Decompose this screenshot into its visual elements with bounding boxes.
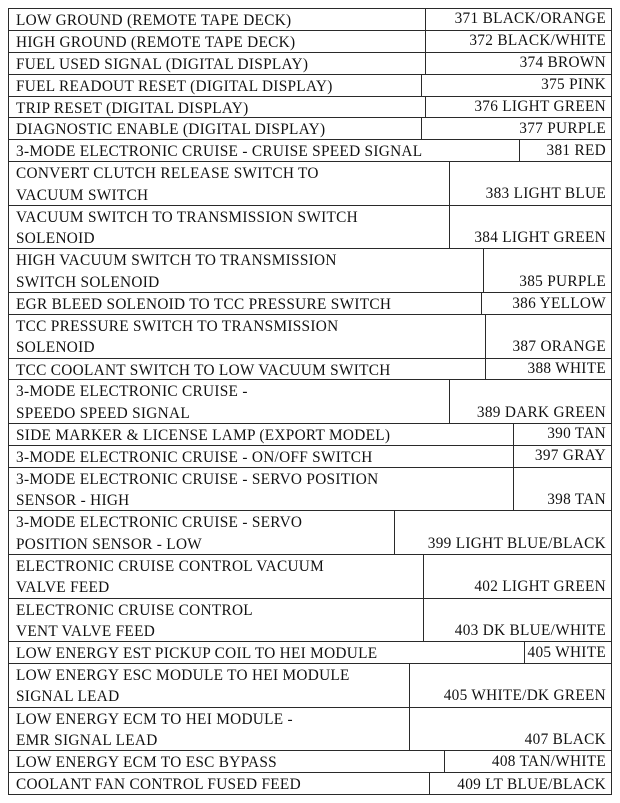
table-row xyxy=(9,468,611,512)
wire-number-color-text: 388 WHITE xyxy=(527,359,606,377)
circuit-description xyxy=(9,424,514,445)
wire-number-color xyxy=(426,97,611,118)
wire-number-color-text: 398 TAN xyxy=(547,490,606,508)
wire-number-color xyxy=(450,380,611,423)
circuit-description-line: LOW GROUND (REMOTE TAPE DECK) xyxy=(16,12,292,29)
circuit-description-line: TCC COOLANT SWITCH TO LOW VACUUM SWITCH xyxy=(16,361,391,379)
table-row xyxy=(9,9,611,31)
circuit-description xyxy=(9,162,450,205)
wire-number-color xyxy=(395,511,611,554)
circuit-description-line: CONVERT CLUTCH RELEASE SWITCH TO xyxy=(16,165,319,183)
circuit-description xyxy=(9,249,484,292)
circuit-description-line: EMR SIGNAL LEAD xyxy=(16,732,158,750)
wire-number-color xyxy=(514,446,611,467)
circuit-description-line: ELECTRONIC CRUISE CONTROL xyxy=(16,601,253,619)
wire-number-color xyxy=(430,773,611,795)
wire-number-color-text: 385 PURPLE xyxy=(519,272,606,290)
circuit-description-line: SOLENOID xyxy=(16,230,95,248)
wire-number-color-text: 409 LT BLUE/BLACK xyxy=(457,775,606,793)
table-row xyxy=(9,708,611,752)
wire-number-color-text: 389 DARK GREEN xyxy=(476,403,606,421)
wire-number-color xyxy=(514,424,611,445)
circuit-description-line: VALVE FEED xyxy=(16,579,110,597)
wire-number-color xyxy=(450,162,611,205)
table-row xyxy=(9,293,611,315)
wire-number-color-text: 405 WHITE/DK GREEN xyxy=(443,687,606,705)
table-row xyxy=(9,380,611,424)
circuit-description-line: ELECTRONIC CRUISE CONTROL VACUUM xyxy=(16,557,325,575)
circuit-description xyxy=(9,75,422,96)
wire-number-color-text: 375 PINK xyxy=(541,76,606,94)
table-row xyxy=(9,97,611,119)
wire-number-color-text: 372 BLACK/WHITE xyxy=(469,32,606,50)
wire-number-color-text: 405 WHITE xyxy=(527,643,606,661)
table-row xyxy=(9,206,611,250)
table-row xyxy=(9,118,611,140)
wire-number-color xyxy=(445,751,611,772)
wire-number-color-text: 376 LIGHT GREEN xyxy=(474,98,606,116)
wire-number-color xyxy=(410,664,611,707)
circuit-description-line: TCC PRESSURE SWITCH TO TRANSMISSION xyxy=(16,317,339,335)
table-row xyxy=(9,599,611,643)
table-row xyxy=(9,642,611,664)
circuit-description xyxy=(9,9,426,30)
circuit-description xyxy=(9,446,514,467)
table-row xyxy=(9,424,611,446)
wire-number-color xyxy=(410,708,611,751)
wire-number-color xyxy=(484,249,611,292)
table-row xyxy=(9,249,611,293)
wire-number-color-text: 384 LIGHT GREEN xyxy=(474,229,606,247)
wire-number-color xyxy=(426,9,611,30)
circuit-description-line: 3-MODE ELECTRONIC CRUISE - xyxy=(16,383,248,401)
wire-number-color xyxy=(482,293,611,314)
wire-number-color xyxy=(525,642,611,663)
circuit-description xyxy=(9,511,395,554)
circuit-description-line: VENT VALVE FEED xyxy=(16,622,156,640)
circuit-description-line: 3-MODE ELECTRONIC CRUISE - SERVO POSITION xyxy=(16,470,379,488)
wire-number-color-text: 403 DK BLUE/WHITE xyxy=(454,621,606,639)
wire-number-color-text: 399 LIGHT BLUE/BLACK xyxy=(427,534,606,552)
circuit-description xyxy=(9,642,525,663)
circuit-description xyxy=(9,751,445,772)
table-row xyxy=(9,446,611,468)
circuit-description-line: POSITION SENSOR - LOW xyxy=(16,535,203,553)
circuit-description-line: SWITCH SOLENOID xyxy=(16,273,160,291)
wire-number-color-text: 383 LIGHT BLUE xyxy=(485,185,606,203)
table-row xyxy=(9,140,611,162)
circuit-description-line: FUEL READOUT RESET (DIGITAL DISPLAY) xyxy=(16,77,333,95)
circuit-description-line: SENSOR - HIGH xyxy=(16,492,130,510)
wire-number-color-text: 402 LIGHT GREEN xyxy=(474,578,606,596)
circuit-description-line: EGR BLEED SOLENOID TO TCC PRESSURE SWITCH xyxy=(16,296,392,314)
wire-number-color xyxy=(486,315,611,358)
circuit-description-line: TRIP RESET (DIGITAL DISPLAY) xyxy=(16,99,249,117)
circuit-description xyxy=(9,31,426,52)
circuit-description xyxy=(9,359,486,380)
wire-number-color-text: 386 YELLOW xyxy=(512,294,606,312)
circuit-description-line: LOW ENERGY EST PICKUP COIL TO HEI MODULE xyxy=(16,645,378,663)
wire-number-color-text: 387 ORANGE xyxy=(512,338,606,356)
table-row xyxy=(9,751,611,773)
circuit-description xyxy=(9,664,410,707)
circuit-description-line: LOW ENERGY ECM TO HEI MODULE - xyxy=(16,710,293,728)
wire-number-color xyxy=(450,206,611,249)
table-row xyxy=(9,555,611,599)
wire-number-color xyxy=(520,140,611,161)
table-row xyxy=(9,359,611,381)
circuit-description xyxy=(9,293,482,314)
wire-number-color xyxy=(422,75,611,96)
circuit-description-line: DIAGNOSTIC ENABLE (DIGITAL DISPLAY) xyxy=(16,121,326,139)
circuit-description xyxy=(9,315,486,358)
wire-number-color-text: 397 GRAY xyxy=(534,447,606,465)
circuit-description xyxy=(9,118,422,139)
circuit-description xyxy=(9,468,514,511)
wire-number-color-text: 371 BLACK/ORANGE xyxy=(454,10,606,28)
circuit-description-line: VACUUM SWITCH xyxy=(16,186,149,204)
table-row xyxy=(9,773,611,795)
circuit-description xyxy=(9,53,426,74)
circuit-description-line: SOLENOID xyxy=(16,339,95,357)
circuit-description-line: 3-MODE ELECTRONIC CRUISE - SERVO xyxy=(16,514,303,532)
circuit-description xyxy=(9,380,450,423)
wire-number-color xyxy=(426,31,611,52)
wire-number-color xyxy=(424,555,611,598)
circuit-description-line: HIGH GROUND (REMOTE TAPE DECK) xyxy=(16,33,296,51)
table-row xyxy=(9,664,611,708)
circuit-description xyxy=(9,555,424,598)
circuit-description-line: LOW ENERGY ECM TO ESC BYPASS xyxy=(16,754,277,772)
circuit-description-line: 3-MODE ELECTRONIC CRUISE - ON/OFF SWITCH xyxy=(16,448,373,466)
circuit-description-line: SPEEDO SPEED SIGNAL xyxy=(16,404,190,422)
circuit-description-line: 3-MODE ELECTRONIC CRUISE - CRUISE SPEED SIGNAL xyxy=(16,143,423,161)
circuit-description xyxy=(9,97,426,118)
wire-number-color-text: 381 RED xyxy=(546,141,606,159)
wire-number-color-text: 390 TAN xyxy=(547,425,606,443)
table-row xyxy=(9,75,611,97)
table-row xyxy=(9,511,611,555)
wire-number-color-text: 374 BROWN xyxy=(519,54,606,72)
circuit-description xyxy=(9,140,520,161)
circuit-description-line: SIGNAL LEAD xyxy=(16,688,120,706)
wire-number-color-text: 408 TAN/WHITE xyxy=(491,752,606,770)
table-row xyxy=(9,31,611,53)
circuit-description-line: VACUUM SWITCH TO TRANSMISSION SWITCH xyxy=(16,208,358,226)
wire-number-color xyxy=(486,359,611,380)
circuit-description-line: FUEL USED SIGNAL (DIGITAL DISPLAY) xyxy=(16,55,309,73)
table-row xyxy=(9,53,611,75)
circuit-description xyxy=(9,773,430,795)
circuit-description-line: LOW ENERGY ESC MODULE TO HEI MODULE xyxy=(16,667,350,685)
table-row xyxy=(9,162,611,206)
wire-color-table xyxy=(8,8,612,795)
wire-number-color xyxy=(426,53,611,74)
circuit-description xyxy=(9,206,450,249)
circuit-description-line: COOLANT FAN CONTROL FUSED FEED xyxy=(16,776,301,794)
wire-number-color xyxy=(514,468,611,511)
wire-number-color-text: 407 BLACK xyxy=(524,730,606,748)
wire-number-color xyxy=(422,118,611,139)
wire-number-color xyxy=(424,599,611,642)
circuit-description xyxy=(9,708,410,751)
circuit-description xyxy=(9,599,424,642)
circuit-description-line: HIGH VACUUM SWITCH TO TRANSMISSION xyxy=(16,252,337,270)
wire-number-color-text: 377 PURPLE xyxy=(519,119,606,137)
table-row xyxy=(9,315,611,359)
circuit-description-line: SIDE MARKER & LICENSE LAMP (EXPORT MODEL) xyxy=(16,426,391,444)
